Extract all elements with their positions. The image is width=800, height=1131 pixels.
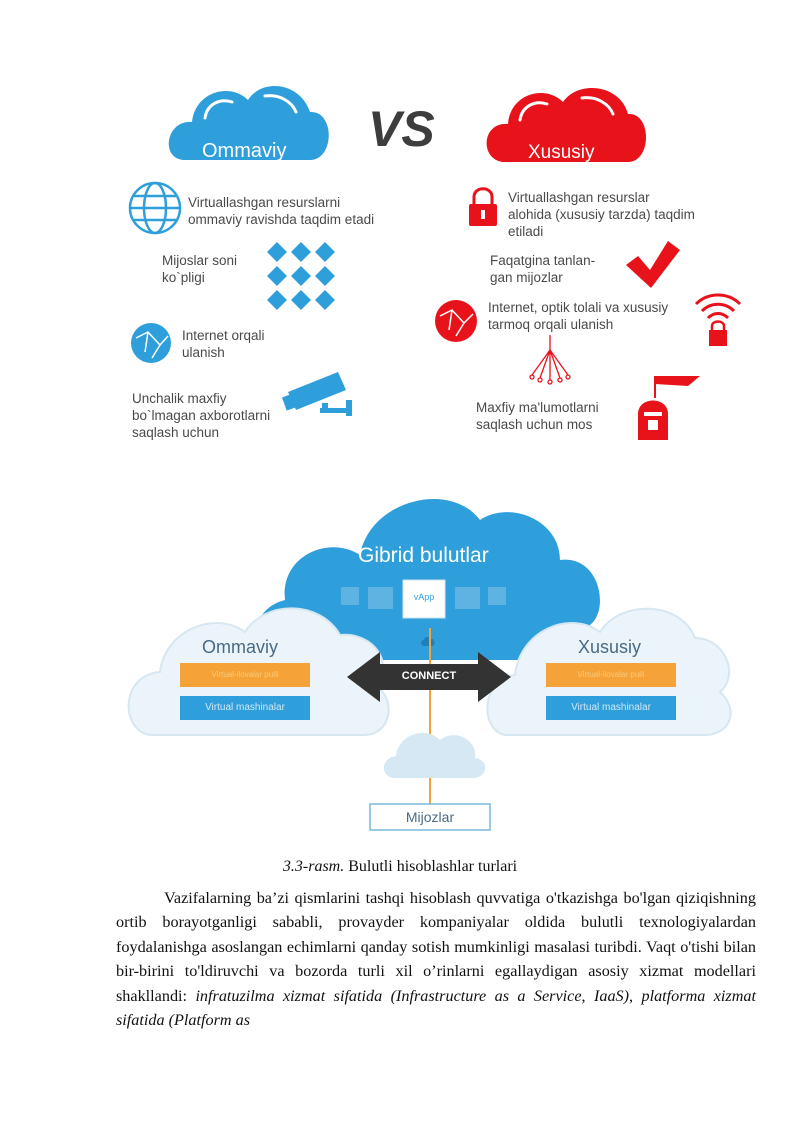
diamond-shape (291, 242, 311, 262)
caption-number: 3.3-rasm. (282, 858, 345, 875)
public-cloud-label: Ommaviy (202, 140, 287, 162)
hybrid-public-label: Ommaviy (202, 637, 278, 657)
clients-label: Mijozlar (405, 809, 455, 825)
diamond-shape (291, 266, 311, 286)
connect-label: CONNECT (401, 670, 457, 682)
security-camera-icon (282, 372, 352, 416)
private-item-label: Virtuallashgan resurslar alohida (xususiy tarzda) taqdim etiladi (508, 190, 695, 239)
diamond-shape (267, 242, 287, 262)
checkmark-icon (626, 241, 680, 288)
diamond-shape (315, 290, 335, 310)
hybrid-private-label: Xususiy (578, 637, 642, 657)
paragraph-text: Vazifalarning ba’zi qismlarini tashqi hisoblash quvvatiga o'tkazishga bo'lgan qiziqishning ortib borayotganligi sababli, provayder kompaniyalar oldida bulutli texnologiyalardan foydalanishga asoslangan echimlarni qanday sotish mumkinligi masalasi turibdi. Vaqt o'tishi bilan bir-birini to'ldiruvchi va bozorda turli xil o’rinlarni egallaydigan asosiy xizmat modellari shakllandi: (116, 889, 756, 1005)
public-item-label: Unchalik maxfiy bo`lmagan axborotlarni saqlash uchun (132, 391, 271, 440)
caption-text: Bulutli hisoblashlar turlari (344, 858, 518, 875)
private-item-label: Internet, optik tolali va xususiy tarmoq orqali ulanish (488, 300, 669, 332)
wifi-lock-icon (696, 295, 740, 346)
diamond-shape (315, 242, 335, 262)
vapp-label: vApp (413, 592, 435, 602)
figure-caption (0, 858, 800, 876)
diamond-shape (267, 290, 287, 310)
public-item-label: Virtuallashgan resurslarni ommaviy ravishda taqdim etadi (188, 195, 375, 227)
network-globe-icon (435, 300, 477, 342)
public-vm-bar: Virtual mashinalar (180, 696, 310, 720)
public-item-label: Mijoslar soni ko`pligi (162, 253, 238, 285)
hybrid-title: Gibrid bulutlar (358, 544, 489, 567)
comparison-figure (0, 0, 800, 460)
padlock-icon (469, 189, 497, 226)
private-item-label: Maxfiy ma'lumotlarni saqlash uchun mos (476, 400, 599, 432)
clients-cloud-shape (384, 733, 485, 778)
paragraph-italic: infratuzilma xizmat sifatida (Infrastructure as a Service (195, 986, 582, 1005)
diamond-shape (291, 290, 311, 310)
public-item-label: Internet orqali ulanish (182, 328, 265, 360)
fiber-optic-icon (530, 335, 570, 384)
public-apps-bar: Virtual-ilovalar pulli (180, 663, 310, 687)
paragraph-italic: platforma xizmat sifatida (Platform as (116, 986, 757, 1030)
body-paragraph (116, 886, 756, 1032)
vs-text: VS (368, 101, 435, 157)
private-cloud-label: Xususiy (528, 142, 595, 163)
network-globe-icon (131, 323, 171, 363)
diamond-shape (315, 266, 335, 286)
hybrid-graphics (0, 460, 800, 840)
paragraph-separator: , (581, 986, 594, 1005)
diamond-shape (267, 266, 287, 286)
private-item-label: Faqatgina tanlan- gan mijozlar (490, 253, 596, 285)
paragraph-italic: IaaS) (593, 986, 630, 1005)
private-vm-bar: Virtual mashinalar (546, 696, 676, 720)
globe-icon (130, 183, 180, 233)
private-apps-bar: Virtual-ilovalar pulli (546, 663, 676, 687)
paragraph-separator: , (629, 986, 642, 1005)
knight-helmet-icon (638, 376, 700, 440)
diamond-grid-icon (267, 242, 335, 310)
hybrid-figure (0, 460, 800, 840)
